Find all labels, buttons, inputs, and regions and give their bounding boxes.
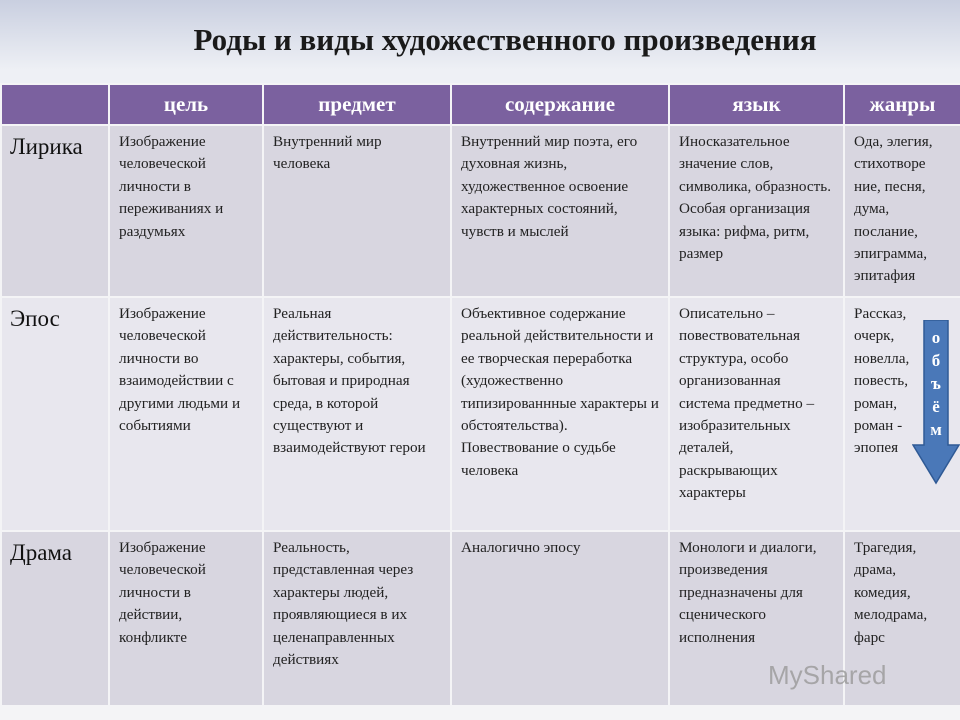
arrow-letter: ъ xyxy=(931,374,941,393)
cell: Аналогично эпосу xyxy=(451,531,669,706)
row-kind: Драма xyxy=(1,531,109,706)
cell: Внутренний мир человека xyxy=(263,125,451,297)
arrow-letter: ё xyxy=(932,397,940,416)
cell: Реальность, представленная через характеры людей, проявляющиеся в их целенаправленных действиях xyxy=(263,531,451,706)
watermark: MyShared xyxy=(768,660,887,690)
cell: Объективное содержание реальной действительности и ее творческая переработка (художественно типизированнные характеры и обстоятельства). Повествование о судьбе человека xyxy=(451,297,669,531)
page-title: Роды и виды художественного произведения xyxy=(193,22,817,57)
row-kind: Эпос xyxy=(1,297,109,531)
cell: Внутренний мир поэта, его духовная жизнь, художественное освоение характерных состояний, чувств и мыслей xyxy=(451,125,669,297)
arrow-letter: б xyxy=(931,351,941,370)
cell: Трагедия, драма, комедия, мелодрама, фарс xyxy=(844,531,960,706)
row-kind: Лирика xyxy=(1,125,109,297)
header-genres: жанры xyxy=(844,84,960,125)
header-language: язык xyxy=(669,84,844,125)
table-row xyxy=(1,297,960,531)
cell: Изображение человеческой личности во взаимодействии с другими людьми и событиями xyxy=(109,297,263,531)
arrow-letter: м xyxy=(930,420,942,439)
cell: Монологи и диалоги, произведения предназначены для сценического исполнения xyxy=(669,531,844,706)
cell: Изображение человеческой личности в переживаниях и раздумьях xyxy=(109,125,263,297)
cell: Ода, элегия, стихотворе ние, песня, дума, послание, эпиграмма, эпитафия xyxy=(844,125,960,297)
header-subject: предмет xyxy=(263,84,451,125)
cell: Изображение человеческой личности в действии, конфликте xyxy=(109,531,263,706)
cell: Реальная действительность: характеры, события, бытовая и природная среда, в которой существуют и взаимодействуют герои xyxy=(263,297,451,531)
header-empty xyxy=(1,84,109,125)
cell: Иносказательное значение слов, символика, образность. Особая организация языка: рифма, ритм, размер xyxy=(669,125,844,297)
arrow-letter: о xyxy=(931,328,941,347)
header-row xyxy=(1,84,960,125)
header-goal: цель xyxy=(109,84,263,125)
header-content: содержание xyxy=(451,84,669,125)
cell: Описательно – повествовательная структура, особо организованная система предметно – изобразительных деталей, раскрывающих характеры xyxy=(669,297,844,531)
cell: Рассказ, очерк, новелла, повесть, роман, роман - эпопея xyxy=(844,297,960,531)
arrow-label xyxy=(912,326,960,441)
table-row xyxy=(1,125,960,297)
down-arrow-icon xyxy=(912,320,960,485)
genres-table xyxy=(0,83,960,707)
